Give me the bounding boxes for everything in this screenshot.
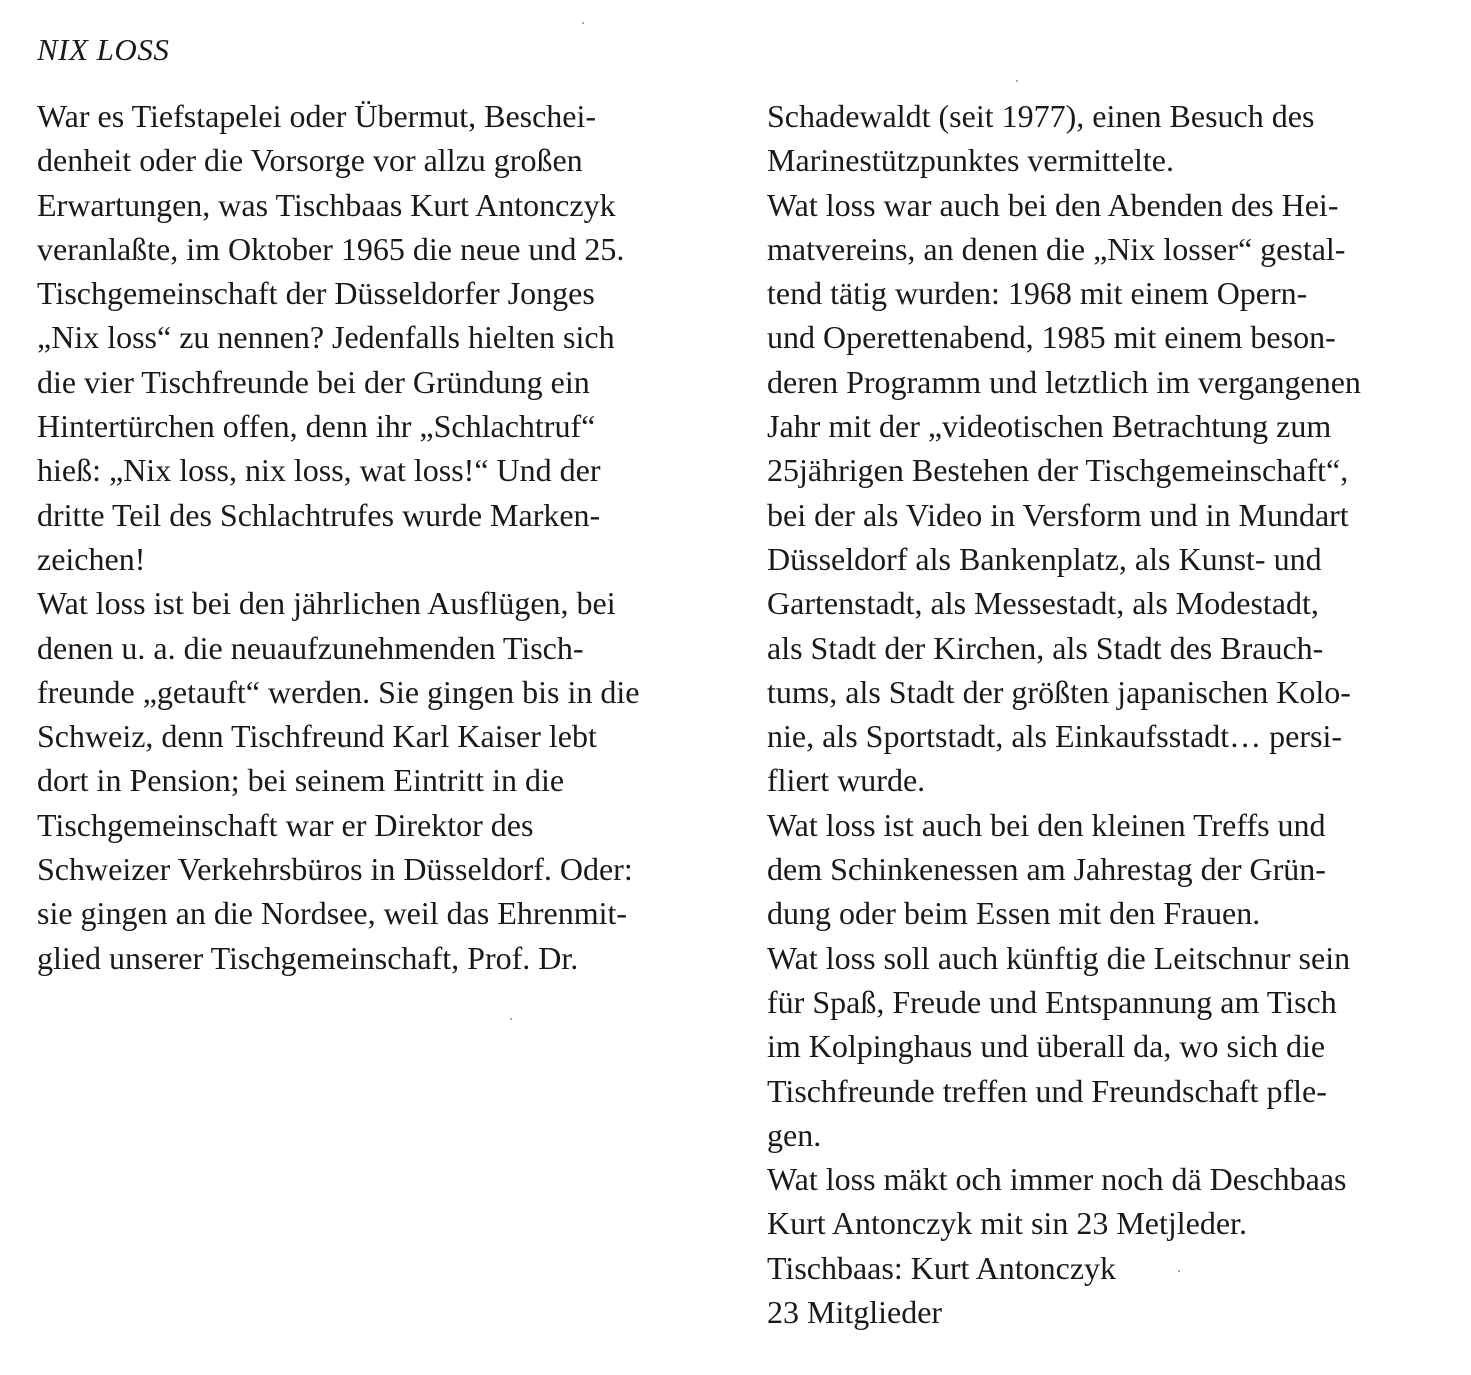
- text-line: Wat loss soll auch künftig die Leitschnur sein: [767, 939, 1351, 976]
- text-line: bei der als Video in Versform und in Mundart: [767, 496, 1349, 533]
- text-line: als Stadt der Kirchen, als Stadt des Brauch-: [767, 629, 1324, 666]
- text-line: veranlaßte, im Oktober 1965 die neue und 25.: [37, 230, 625, 267]
- text-line: Tischgemeinschaft war er Direktor des: [37, 806, 534, 843]
- scan-speck: [582, 22, 584, 24]
- text-line: denen u. a. die neuaufzunehmenden Tisch-: [37, 629, 584, 666]
- text-line: die vier Tischfreunde bei der Gründung ein: [37, 363, 590, 400]
- right-column: [767, 94, 1457, 1334]
- text-line: Wat loss ist bei den jährlichen Ausflügen, bei: [37, 585, 616, 622]
- text-line: Erwartungen, was Tischbaas Kurt Antonczyk: [37, 186, 616, 223]
- text-line: matvereins, an denen die „Nix losser“ gestal-: [767, 230, 1346, 267]
- text-line: gen.: [767, 1116, 822, 1153]
- scan-speck: [1016, 80, 1018, 82]
- text-line: Kurt Antonczyk mit sin 23 Metjleder.: [767, 1205, 1247, 1242]
- left-column: [37, 94, 737, 980]
- page-title: NIX LOSS: [37, 32, 170, 67]
- text-line: Schweizer Verkehrsbüros in Düsseldorf. Oder:: [37, 851, 633, 888]
- text-line: fliert wurde.: [767, 762, 926, 799]
- text-line: dung oder beim Essen mit den Frauen.: [767, 895, 1261, 932]
- text-line: Hintertürchen offen, denn ihr „Schlachtruf“: [37, 408, 596, 445]
- text-line: tums, als Stadt der größten japanischen Kolo-: [767, 673, 1351, 710]
- text-line: Schweiz, denn Tischfreund Karl Kaiser lebt: [37, 718, 597, 755]
- text-line: im Kolpinghaus und überall da, wo sich die: [767, 1028, 1326, 1065]
- text-line: Tischbaas: Kurt Antonczyk: [767, 1249, 1117, 1286]
- text-line: glied unserer Tischgemeinschaft, Prof. Dr.: [37, 939, 579, 976]
- text-line: nie, als Sportstadt, als Einkaufsstadt… persi-: [767, 718, 1343, 755]
- text-line: Gartenstadt, als Messestadt, als Modestadt,: [767, 585, 1319, 622]
- text-line: dem Schinkenessen am Jahrestag der Grün-: [767, 851, 1326, 888]
- text-line: Wat loss ist auch bei den kleinen Treffs und: [767, 806, 1326, 843]
- text-line: zeichen!: [37, 540, 146, 577]
- text-line: denheit oder die Vorsorge vor allzu großen: [37, 142, 583, 179]
- text-line: Tischfreunde treffen und Freundschaft pfle-: [767, 1072, 1327, 1109]
- text-line: hieß: „Nix loss, nix loss, wat loss!“ Und der: [37, 452, 601, 489]
- text-line: freunde „getauft“ werden. Sie gingen bis in die: [37, 673, 640, 710]
- text-line: Tischgemeinschaft der Düsseldorfer Jonges: [37, 275, 595, 312]
- text-line: dort in Pension; bei seinem Eintritt in die: [37, 762, 565, 799]
- text-line: 25jährigen Bestehen der Tischgemeinschaft“,: [767, 452, 1349, 489]
- text-line: dritte Teil des Schlachtrufes wurde Marken-: [37, 496, 601, 533]
- scan-speck: [1178, 1270, 1180, 1272]
- text-line: Wat loss war auch bei den Abenden des Hei-: [767, 186, 1339, 223]
- text-line: Wat loss mäkt och immer noch dä Deschbaas: [767, 1161, 1347, 1198]
- text-line: „Nix loss“ zu nennen? Jedenfalls hielten sich: [37, 319, 615, 356]
- text-line: deren Programm und letztlich im vergangenen: [767, 363, 1361, 400]
- text-line: tend tätig wurden: 1968 mit einem Opern-: [767, 275, 1308, 312]
- text-line: und Operettenabend, 1985 mit einem beson-: [767, 319, 1336, 356]
- text-line: sie gingen an die Nordsee, weil das Ehrenmit-: [37, 895, 628, 932]
- text-line: für Spaß, Freude und Entspannung am Tisch: [767, 983, 1337, 1020]
- text-line: Schadewaldt (seit 1977), einen Besuch des: [767, 98, 1315, 134]
- text-line: Marinestützpunktes vermittelte.: [767, 142, 1174, 179]
- text-line: War es Tiefstapelei oder Übermut, Beschei-: [37, 98, 597, 134]
- scan-speck: [510, 1018, 512, 1020]
- text-line: 23 Mitglieder: [767, 1294, 943, 1331]
- text-line: Jahr mit der „videotischen Betrachtung zum: [767, 408, 1332, 445]
- text-line: Düsseldorf als Bankenplatz, als Kunst- und: [767, 540, 1322, 577]
